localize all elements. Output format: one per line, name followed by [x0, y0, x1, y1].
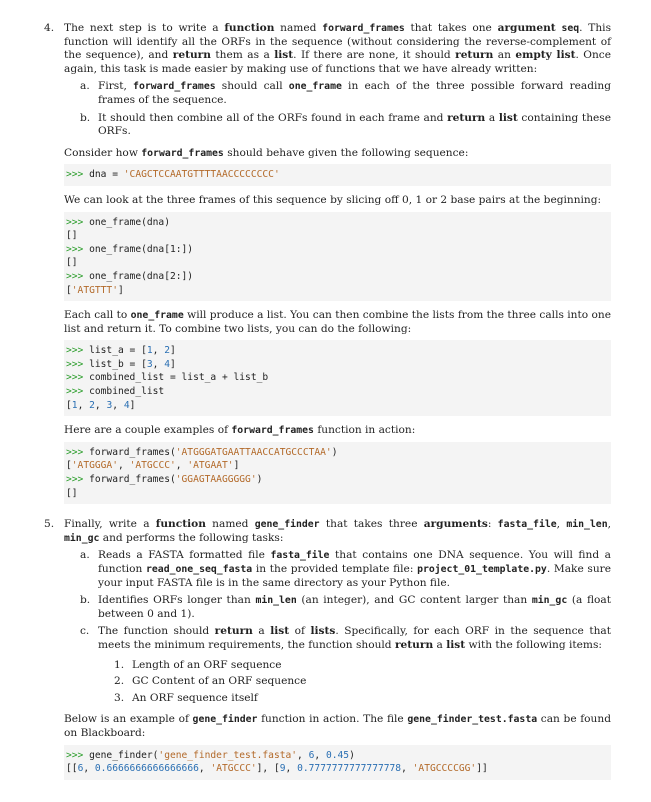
- text-run: . Once again, this task is made easier by making use of functions that we have already written:: [64, 49, 612, 75]
- text-run: and performs the following tasks:: [99, 531, 284, 544]
- code-line: [66, 749, 605, 763]
- text-run: Consider how: [64, 146, 142, 159]
- code-block-gene-finder: [64, 745, 611, 780]
- code-block-dna: [64, 164, 611, 186]
- number-token: 6: [308, 749, 315, 761]
- list-item: [98, 675, 611, 689]
- code-block-one-frame: [64, 212, 611, 302]
- text-run: them as a: [210, 49, 275, 62]
- code-term: forward_frames: [141, 147, 224, 159]
- code-token: ): [331, 446, 338, 458]
- string-token: 'CAGCTCCAATGTTTTAACCCCCCCC': [123, 169, 280, 181]
- gene-finder-example-paragraph: [64, 713, 611, 740]
- code-token: ,: [152, 345, 165, 357]
- list-item-label: 3.: [114, 691, 125, 704]
- code-token: ,: [285, 763, 298, 775]
- list-item-text: Length of an ORF sequence: [132, 658, 282, 671]
- code-token: [[: [66, 763, 78, 775]
- code-term: read_one_seq_fasta: [146, 564, 253, 575]
- text-run: an: [493, 49, 516, 62]
- bold-term: argument: [497, 22, 556, 34]
- prompt-token: >>>: [66, 169, 90, 181]
- text-run: We can look at the three frames of this sequence by slicing off 0, 1 or 2 base pairs at the beginning:: [64, 193, 602, 206]
- prompt-token: >>>: [66, 446, 90, 458]
- code-line: [66, 473, 605, 487]
- text-run: function in action. The file: [257, 713, 408, 726]
- step-text: [98, 80, 611, 107]
- list-item-text: GC Content of an ORF sequence: [132, 675, 307, 688]
- text-run: Finally, write a: [64, 518, 156, 531]
- prompt-token: >>>: [66, 270, 90, 282]
- code-line: [66, 284, 605, 298]
- prompt-token: >>>: [66, 372, 90, 384]
- code-line: [66, 344, 605, 358]
- code-line: [66, 371, 605, 385]
- step-text: [98, 594, 611, 621]
- bold-term: return: [447, 111, 486, 124]
- step-text: [98, 625, 611, 652]
- code-line: [66, 487, 605, 501]
- number-token: 0.6666666666666666: [94, 763, 199, 775]
- code-line: [66, 358, 605, 372]
- code-line: [66, 446, 605, 460]
- code-token: [: [66, 460, 72, 472]
- bold-term: list: [274, 49, 294, 62]
- code-block-combine-lists: [64, 340, 611, 416]
- code-token: ]: [233, 460, 240, 472]
- number-token: 2: [164, 345, 170, 357]
- text-run: Each call to: [64, 309, 131, 322]
- text-run: ,: [607, 518, 611, 531]
- bold-term: lists: [310, 625, 336, 638]
- code-token: combined_list: [89, 386, 165, 398]
- code-token: list_b = [: [89, 358, 147, 370]
- item-5-step-b: [64, 594, 611, 621]
- text-run: The next step is to write a: [64, 22, 225, 34]
- code-line: [66, 762, 605, 776]
- code-token: [: [66, 399, 72, 411]
- text-run: It should then combine all of the ORFs found in each frame and: [98, 111, 448, 124]
- bold-term: list: [498, 111, 518, 124]
- prompt-token: >>>: [66, 243, 90, 255]
- bold-term: arguments: [423, 518, 488, 531]
- number-token: 2: [89, 399, 95, 411]
- code-token: gene_finder(: [89, 749, 159, 761]
- text-run: should behave given the following sequence:: [223, 146, 469, 159]
- code-token: dna =: [89, 169, 124, 181]
- text-run: named: [205, 518, 255, 531]
- item-number: 5.: [44, 518, 55, 531]
- bold-term: function: [155, 518, 206, 531]
- code-token: []: [66, 257, 78, 269]
- item-5-intro: [64, 518, 611, 545]
- code-token: ,: [314, 749, 326, 761]
- text-run: of: [289, 625, 311, 638]
- code-term: min_len: [255, 595, 297, 607]
- number-token: 9: [279, 763, 286, 775]
- code-line: [66, 229, 605, 243]
- list-item-text: An ORF sequence itself: [132, 691, 258, 704]
- frames-paragraph: [64, 194, 611, 208]
- code-term: gene_finder: [192, 714, 258, 726]
- string-token: 'ATGCCC': [129, 460, 176, 472]
- code-line: [66, 168, 605, 182]
- bold-term: function: [224, 22, 275, 34]
- code-token: combined_list = list_a + list_b: [89, 372, 269, 384]
- string-token: 'GGAGTAAGGGGG': [175, 474, 257, 486]
- prompt-token: >>>: [66, 216, 90, 228]
- text-run: should call: [215, 80, 289, 93]
- code-token: ], [: [256, 763, 280, 775]
- text-run: :: [487, 518, 498, 531]
- code-token: ,: [198, 763, 211, 775]
- step-label: c.: [80, 625, 90, 638]
- numbered-list: [98, 659, 611, 706]
- text-run: (a float between 0 and 1).: [98, 594, 611, 620]
- text-run: will produce a list. You can then combine the lists from the three calls into one list and return it. To combine two lists, you can do the following:: [64, 309, 611, 335]
- code-token: one_frame(dna[2:]): [89, 270, 194, 282]
- code-token: forward_frames(: [89, 446, 176, 458]
- code-token: ,: [118, 460, 130, 472]
- consider-paragraph: [64, 147, 611, 161]
- code-term: fasta_file: [497, 519, 557, 531]
- code-block-forward-frames: [64, 442, 611, 504]
- number-token: 6: [77, 763, 84, 775]
- code-token: ,: [152, 358, 165, 370]
- code-token: one_frame(dna[1:]): [89, 243, 194, 255]
- string-token: 'ATGGGATGAATTAACCATGCCCTAA': [175, 446, 332, 458]
- text-run: . Make sure your input FASTA file is in the same directory as your Python file.: [98, 563, 611, 589]
- code-term: min_len: [566, 519, 608, 531]
- text-run: that takes one: [404, 22, 498, 34]
- list-item: [98, 692, 611, 706]
- code-token: ]: [170, 358, 176, 370]
- text-run: that takes three: [319, 518, 424, 531]
- code-token: ]: [118, 284, 124, 296]
- text-run: in each of the three possible forward reading frames of the sequence.: [98, 80, 612, 106]
- string-token: 'gene_finder_test.fasta': [158, 749, 298, 761]
- prompt-token: >>>: [66, 386, 90, 398]
- item-4-step-b: [64, 112, 611, 139]
- item-4-intro: [64, 22, 611, 76]
- number-token: 1: [71, 399, 78, 411]
- code-term: forward_frames: [322, 23, 405, 34]
- code-token: ,: [112, 399, 124, 411]
- text-run: (an integer), and GC content larger than: [296, 594, 532, 607]
- code-token: ]: [170, 345, 176, 357]
- text-run: Reads a FASTA formatted file: [98, 549, 271, 562]
- code-term: seq: [561, 23, 580, 34]
- code-token: one_frame(dna): [89, 216, 170, 228]
- bold-term: empty list: [515, 49, 576, 62]
- code-token: []: [66, 487, 78, 499]
- code-token: ): [349, 749, 355, 761]
- bold-term: list: [270, 625, 290, 638]
- bold-term: return: [455, 49, 494, 62]
- item-5-step-a: [64, 549, 611, 590]
- text-run: named: [274, 22, 323, 34]
- text-run: Identifies ORFs longer than: [98, 594, 256, 607]
- code-line: [66, 256, 605, 270]
- string-token: 'ATGAAT': [187, 460, 234, 472]
- string-token: 'ATGCCC': [210, 763, 257, 775]
- item-4-step-a: [64, 80, 611, 107]
- bold-term: return: [394, 638, 434, 651]
- code-token: ,: [297, 749, 309, 761]
- text-run: a: [485, 111, 499, 124]
- number-token: 3: [146, 358, 153, 370]
- prompt-token: >>>: [66, 474, 90, 486]
- text-run: a: [252, 625, 271, 638]
- code-token: ,: [401, 763, 413, 775]
- code-term: min_gc: [531, 595, 568, 607]
- step-label: a.: [80, 549, 90, 562]
- text-run: . Specifically, for each ORF in the sequence that meets the minimum requirements, the function should: [98, 625, 611, 651]
- text-run: . If there are none, it should: [293, 49, 456, 62]
- code-term: fasta_file: [270, 550, 330, 562]
- text-run: a: [433, 638, 447, 651]
- number-token: 0.45: [325, 749, 350, 761]
- text-run: ,: [556, 518, 567, 531]
- text-run: in the provided template file:: [252, 563, 418, 575]
- bold-term: return: [214, 625, 253, 638]
- item-5-step-c: [64, 625, 611, 705]
- examples-paragraph: [64, 424, 611, 438]
- code-term: forward_frames: [231, 425, 314, 437]
- code-term: min_gc: [64, 532, 100, 544]
- code-line: [66, 399, 605, 413]
- text-run: Here are a couple examples of: [64, 424, 232, 437]
- step-text: [98, 112, 611, 139]
- step-label: a.: [80, 80, 90, 93]
- code-line: [66, 270, 605, 284]
- string-token: 'ATGTTT': [71, 284, 118, 296]
- item-number: 4.: [44, 22, 55, 34]
- code-token: ]]: [476, 763, 488, 775]
- number-token: 4: [123, 399, 130, 411]
- code-line: [66, 243, 605, 257]
- item-4: [40, 22, 611, 504]
- text-run: with the following items:: [465, 638, 602, 651]
- step-label: b.: [80, 111, 91, 124]
- text-run: function in action:: [313, 424, 416, 437]
- number-token: 1: [146, 345, 153, 357]
- list-item-label: 1.: [114, 658, 125, 671]
- number-token: 3: [106, 399, 113, 411]
- code-term: gene_finder_test.fasta: [407, 714, 538, 726]
- number-token: 0.7777777777777778: [297, 763, 402, 775]
- code-term: one_frame: [288, 81, 342, 93]
- text-run: Below is an example of: [64, 713, 193, 726]
- list-item: [98, 659, 611, 673]
- code-token: ,: [175, 460, 188, 472]
- list-item-label: 2.: [114, 675, 125, 688]
- code-term: one_frame: [130, 310, 184, 322]
- text-run: containing these ORFs.: [98, 111, 611, 138]
- string-token: 'ATGGGA': [71, 460, 118, 472]
- code-token: ,: [83, 763, 95, 775]
- bold-term: list: [446, 638, 466, 651]
- text-run: First,: [98, 80, 134, 93]
- number-token: 4: [164, 358, 170, 370]
- combine-paragraph: [64, 309, 611, 336]
- text-run: . This function will identify all the ORFs in the sequence (without considering the reverse-complement of the sequence), and: [64, 22, 612, 62]
- bold-term: return: [172, 49, 211, 62]
- prompt-token: >>>: [66, 345, 90, 357]
- code-term: forward_frames: [133, 81, 216, 93]
- step-label: b.: [80, 594, 91, 607]
- code-term: project_01_template.py: [417, 564, 547, 575]
- code-token: ): [256, 474, 263, 486]
- prompt-token: >>>: [66, 749, 90, 761]
- code-token: []: [66, 230, 78, 242]
- item-5: [40, 518, 611, 780]
- code-token: forward_frames(: [89, 474, 176, 486]
- code-line: [66, 216, 605, 230]
- code-token: ]: [129, 399, 136, 411]
- code-line: [66, 385, 605, 399]
- string-token: 'ATGCCCCGG': [412, 763, 477, 775]
- text-run: can be found on Blackboard:: [64, 713, 611, 739]
- code-line: [66, 459, 605, 473]
- prompt-token: >>>: [66, 358, 90, 370]
- code-token: list_a = [: [89, 345, 147, 357]
- text-run: The function should: [98, 625, 215, 638]
- text-run: that contains one DNA sequence. You will find a function: [98, 549, 611, 575]
- code-token: [: [66, 284, 72, 296]
- step-text: [98, 549, 611, 590]
- code-token: ,: [94, 399, 107, 411]
- code-token: ,: [77, 399, 90, 411]
- code-term: gene_finder: [254, 519, 320, 531]
